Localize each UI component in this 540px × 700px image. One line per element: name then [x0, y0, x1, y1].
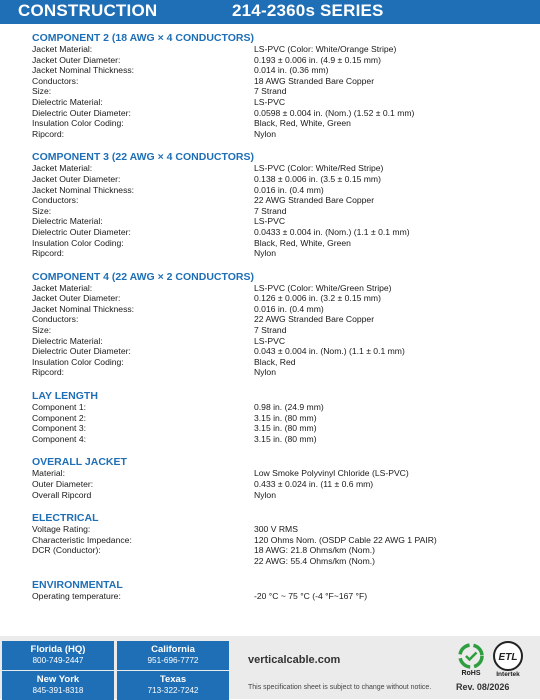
spec-label: Operating temperature:: [32, 590, 121, 601]
section-title: COMPONENT 4 (22 AWG × 2 CONDUCTORS): [32, 270, 254, 283]
spec-row: [32, 556, 522, 567]
spec-value: Nylon: [254, 248, 276, 259]
spec-section: [32, 512, 522, 566]
office-phone: 845-391-8318: [32, 686, 84, 695]
spec-value: LS-PVC (Color: White/Green Stripe): [254, 282, 392, 293]
spec-value: 3.15 in. (80 mm): [254, 412, 317, 423]
intertek-label: Intertek: [496, 671, 520, 678]
office-city: Florida (HQ): [30, 644, 86, 655]
spec-label: Component 1:: [32, 402, 86, 413]
section-title: COMPONENT 2 (18 AWG × 4 CONDUCTORS): [32, 32, 254, 44]
spec-label: Ripcord:: [32, 367, 64, 378]
revision-label: Rev. 08/2026: [456, 682, 510, 692]
office-california: [117, 641, 229, 670]
header-bar: [0, 0, 540, 24]
spec-label: Jacket Outer Diameter:: [32, 173, 121, 184]
spec-label: Insulation Color Coding:: [32, 356, 124, 367]
spec-label: Dielectric Material:: [32, 96, 103, 107]
spec-label: Conductors:: [32, 314, 79, 325]
spec-value: LS-PVC (Color: White/Orange Stripe): [254, 44, 397, 54]
spec-value: 0.043 ± 0.004 in. (Nom.) (1.1 ± 0.1 mm): [254, 346, 405, 357]
spec-label: Overall Ripcord: [32, 489, 92, 500]
series-title: 214-2360s SERIES: [232, 1, 384, 20]
etl-mark: ETL: [498, 652, 518, 663]
spec-row: [32, 86, 522, 97]
spec-row: [32, 185, 522, 196]
spec-value: -20 °C ~ 75 °C (-4 °F~167 °F): [254, 590, 368, 601]
spec-label: DCR (Conductor):: [32, 545, 101, 556]
office-phone: 951-696-7772: [147, 656, 199, 665]
spec-value: Black, Red: [254, 356, 296, 367]
spec-label: Insulation Color Coding:: [32, 118, 124, 129]
spec-label: Conductors:: [32, 75, 79, 86]
spec-row: [32, 206, 522, 217]
spec-value: Nylon: [254, 489, 276, 500]
spec-label: Jacket Material:: [32, 282, 93, 293]
spec-section: [32, 390, 522, 444]
spec-label: Dielectric Material:: [32, 216, 103, 227]
spec-label: Ripcord:: [32, 248, 64, 259]
spec-label: Ripcord:: [32, 128, 64, 139]
office-florida: [2, 641, 114, 670]
spec-row: [32, 108, 522, 119]
spec-label: Component 3:: [32, 423, 86, 434]
spec-value: LS-PVC (Color: White/Red Stripe): [254, 163, 384, 174]
spec-value: 0.014 in. (0.36 mm): [254, 65, 329, 76]
spec-value: 0.126 ± 0.006 in. (3.2 ± 0.15 mm): [254, 293, 381, 304]
spec-row: [32, 238, 522, 249]
spec-label: Conductors:: [32, 195, 79, 206]
spec-row: [32, 357, 522, 368]
spec-row: [32, 248, 522, 259]
etl-listed-icon: [492, 640, 524, 672]
office-phone: 713-322-7242: [147, 686, 199, 695]
spec-row: [32, 304, 522, 315]
section-title: ELECTRICAL: [32, 512, 99, 525]
spec-row: [32, 44, 522, 55]
spec-label: Component 2:: [32, 412, 86, 423]
spec-row: [32, 174, 522, 185]
section-title: OVERALL JACKET: [32, 456, 127, 469]
spec-value: 22 AWG: 55.4 Ohms/km (Nom.): [254, 555, 375, 566]
spec-value: 0.0598 ± 0.004 in. (Nom.) (1.52 ± 0.1 mm): [254, 107, 415, 118]
office-phone: 800-749-2447: [32, 656, 84, 665]
spec-value: 0.433 ± 0.024 in. (11 ± 0.6 mm): [254, 479, 374, 489]
spec-row: [32, 336, 522, 347]
spec-section: [32, 579, 522, 602]
spec-row: [32, 535, 522, 546]
spec-row: [32, 402, 522, 413]
spec-label: Material:: [32, 468, 65, 479]
spec-value: 7 Strand: [254, 205, 287, 216]
spec-row: [32, 591, 522, 602]
spec-label: Jacket Outer Diameter:: [32, 54, 121, 65]
spec-label: Size:: [32, 86, 52, 97]
spec-value: LS-PVC: [254, 96, 286, 107]
section-title: ENVIRONMENTAL: [32, 578, 123, 591]
spec-label: Dielectric Material:: [32, 335, 103, 346]
spec-row: [32, 293, 522, 304]
spec-row: [32, 76, 522, 87]
spec-label: Component 4:: [32, 433, 86, 444]
spec-row: [32, 195, 522, 206]
spec-value: Low Smoke Polyvinyl Chloride (LS-PVC): [254, 468, 409, 479]
spec-row: [32, 118, 522, 129]
page-title: CONSTRUCTION: [18, 1, 158, 20]
spec-section: [32, 271, 522, 378]
spec-row: [32, 346, 522, 357]
spec-value: 7 Strand: [254, 86, 287, 97]
spec-value: LS-PVC: [254, 335, 286, 346]
spec-label: Voltage Rating:: [32, 524, 91, 535]
office-city: California: [151, 644, 195, 655]
website-link[interactable]: verticalcable.com: [248, 654, 341, 666]
spec-value: 18 AWG: 21.8 Ohms/km (Nom.): [254, 545, 375, 556]
spec-row: [32, 55, 522, 66]
spec-row: [32, 545, 522, 556]
spec-value: Nylon: [254, 128, 276, 139]
spec-label: Jacket Material:: [32, 163, 93, 174]
office-texas: [117, 671, 229, 700]
spec-label: Jacket Nominal Thickness:: [32, 303, 135, 314]
spec-row: [32, 227, 522, 238]
spec-section: [32, 32, 522, 139]
spec-label: Insulation Color Coding:: [32, 237, 124, 248]
spec-label: Dielectric Outer Diameter:: [32, 346, 131, 357]
spec-row: [32, 314, 522, 325]
spec-section: [32, 456, 522, 500]
spec-label: Jacket Nominal Thickness:: [32, 65, 135, 76]
spec-value: 0.0433 ± 0.004 in. (Nom.) (1.1 ± 0.1 mm): [254, 226, 410, 237]
office-city: New York: [36, 674, 80, 685]
spec-row: [32, 490, 522, 501]
spec-value: 0.016 in. (0.4 mm): [254, 184, 324, 195]
spec-value: 22 AWG Stranded Bare Copper: [254, 314, 375, 325]
spec-label: Size:: [32, 205, 52, 216]
spec-label: Jacket Outer Diameter:: [32, 293, 121, 304]
spec-value: 18 AWG Stranded Bare Copper: [254, 75, 375, 86]
spec-value: 3.15 in. (80 mm): [254, 433, 317, 444]
spec-row: [32, 325, 522, 336]
spec-label: Jacket Nominal Thickness:: [32, 184, 135, 195]
spec-value: 120 Ohms Nom. (OSDP Cable 22 AWG 1 PAIR): [254, 534, 437, 545]
spec-label: Size:: [32, 325, 52, 336]
spec-label: Outer Diameter:: [32, 479, 94, 489]
spec-row: [32, 216, 522, 227]
disclaimer-text: This specification sheet is subject to change without notice.: [248, 684, 432, 691]
office-city: Texas: [159, 674, 187, 685]
spec-content: [32, 32, 522, 613]
spec-label: Characteristic Impedance:: [32, 534, 132, 545]
spec-section: [32, 151, 522, 258]
spec-label: [32, 556, 254, 567]
spec-value: Black, Red, White, Green: [254, 237, 351, 248]
office-new-york: [2, 671, 114, 700]
spec-row: [32, 423, 522, 434]
spec-row: [32, 479, 522, 490]
rohs-label: RoHS: [461, 670, 481, 677]
spec-value: Black, Red, White, Green: [254, 118, 351, 129]
spec-value: Nylon: [254, 367, 276, 378]
spec-value: 0.193 ± 0.006 in. (4.9 ± 0.15 mm): [254, 54, 381, 65]
spec-row: [32, 65, 522, 76]
spec-label: Dielectric Outer Diameter:: [32, 226, 131, 237]
spec-row: [32, 524, 522, 535]
spec-value: 0.016 in. (0.4 mm): [254, 303, 324, 314]
spec-value: 7 Strand: [254, 325, 287, 336]
spec-label: Dielectric Outer Diameter:: [32, 107, 131, 118]
spec-row: [32, 434, 522, 445]
spec-row: [32, 468, 522, 479]
spec-value: LS-PVC: [254, 216, 286, 227]
spec-row: [32, 367, 522, 378]
spec-row: [32, 97, 522, 108]
section-title: LAY LENGTH: [32, 390, 98, 403]
spec-value: 300 V RMS: [254, 524, 298, 535]
spec-row: [32, 283, 522, 294]
spec-value: 22 AWG Stranded Bare Copper: [254, 195, 375, 206]
spec-value: 0.98 in. (24.9 mm): [254, 402, 324, 413]
section-title: COMPONENT 3 (22 AWG × 4 CONDUCTORS): [32, 151, 254, 164]
spec-label: Jacket Material:: [32, 44, 93, 54]
spec-row: [32, 413, 522, 424]
spec-row: [32, 129, 522, 140]
spec-value: 0.138 ± 0.006 in. (3.5 ± 0.15 mm): [254, 173, 381, 184]
spec-row: [32, 163, 522, 174]
spec-value: 3.15 in. (80 mm): [254, 423, 317, 434]
